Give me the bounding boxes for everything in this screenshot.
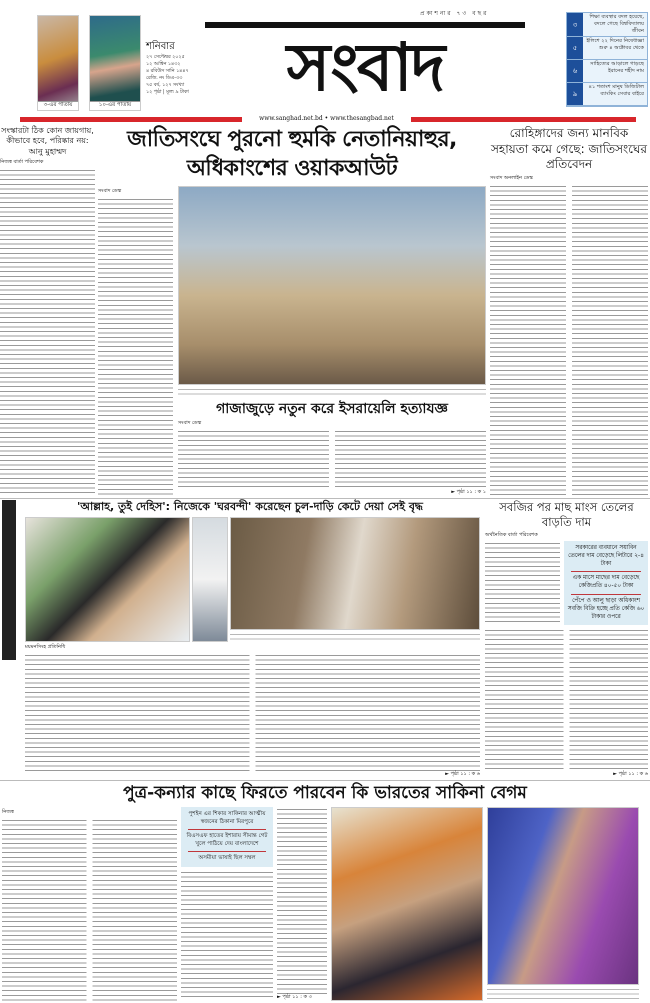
elder-body <box>25 653 480 771</box>
website-url[interactable]: www.sanghad.net.bd • www.thesangbad.net <box>259 115 394 122</box>
prices-body-2 <box>485 628 648 771</box>
section-tab <box>2 500 16 660</box>
index-item[interactable] <box>567 60 647 83</box>
index-box <box>566 12 648 107</box>
date-gregorian: ২৭ সেপ্টেম্বর ২০২৫ <box>146 55 185 60</box>
rohingya-byline: সংবাদ অনলাইন ডেস্ক <box>490 174 533 181</box>
prices-continued[interactable]: ► পৃষ্ঠা ১১ : ক ৬ <box>613 771 648 777</box>
prices-story <box>485 500 648 778</box>
teaser-photo-1[interactable] <box>37 15 79 111</box>
teaser-label-2: ১০-এর পাতায় <box>90 101 140 110</box>
lead-headline-line1: জাতিসংঘে পুরনো হুমকি নেতানিয়াহুর, <box>127 127 457 152</box>
lead-body <box>98 197 173 496</box>
highlight: বিএসএফ হাতের ইশারায় সীমান্ত গেট খুলে পাঠিয়ে দেয় বাংলাদেশে <box>186 833 268 847</box>
highlight: সরকারের ব্যবধানে সয়াবিন তেলের দাম বেড়েছে লিটারে ২-৪ টাকা <box>568 544 644 567</box>
highlight: অসমীয়া ভাষাই ছিল সম্বল <box>198 855 256 862</box>
lead-photo[interactable] <box>178 186 486 385</box>
sakina-photo-2[interactable] <box>487 807 639 985</box>
elder-photo-1[interactable] <box>25 517 190 642</box>
sakina-byline: নিজস্ব <box>2 809 14 816</box>
teaser-label-1: ৩-এর পাতায় <box>38 101 78 110</box>
sakina-highlight-box <box>181 807 273 867</box>
date-hijri: ৪ রবিউস সানি ১৪৪৭ <box>146 68 189 74</box>
gaza-byline: সংবাদ ডেস্ক <box>178 420 202 426</box>
index-page: ৩ <box>567 13 583 36</box>
day: শনিবার <box>146 41 175 52</box>
rohingya-headline[interactable]: রোহিঙ্গাদের জন্য মানবিক সহায়তা কমে গেছে: জাতিসংঘের প্রতিবেদন <box>490 126 648 172</box>
sakina-story <box>0 782 650 1001</box>
left-story-headline[interactable]: সংস্কারটা ঠিক কোন জায়গায়, কীভাবে হবে, পরিষ্কার নয়: আনু মুহাম্মদ <box>1 126 94 156</box>
rohingya-story <box>490 126 648 496</box>
lead-headline-line2: অধিকাংশের ওয়াকআউট <box>186 155 398 181</box>
gaza-headline[interactable]: গাজাজুড়ে নতুন করে ইসরায়েলি হত্যাযজ্ঞ <box>216 400 448 417</box>
elder-photo-3[interactable] <box>230 517 480 630</box>
gaza-continued[interactable]: ► পৃষ্ঠা ১১ : ক ১ <box>451 489 486 495</box>
price: ১২ পৃষ্ঠা | মূল্য ৯ টাকা <box>146 89 189 95</box>
sakina-headline[interactable]: পুত্র-কন্যার কাছে ফিরতে পারবেন কি ভারতের সাকিনা বেগম <box>123 783 527 803</box>
registration: রেজি. নং ডিএ-৩৩ <box>146 75 183 81</box>
index-item[interactable] <box>567 83 647 106</box>
index-page: ৫ <box>567 37 583 59</box>
teaser-photo-2[interactable] <box>89 15 141 111</box>
index-text: সাহিত্যের আড়ালে গাড়ছে ইরানের শহীদ নাম <box>583 60 647 82</box>
elder-photo-caption <box>230 632 480 642</box>
prices-byline: অর্থনৈতিক বার্তা পরিবেশক <box>485 531 538 538</box>
sakina-photo-1[interactable] <box>331 807 483 1001</box>
highlight: এক মাসে মাছের দাম বেড়েছে কেজিপ্রতি ৪০-৫০ টাকা <box>572 575 640 590</box>
sakina-continued[interactable]: ► পৃষ্ঠা ১১ : ক ৩ <box>277 994 312 1000</box>
lead-story <box>98 126 486 496</box>
elder-photo-2[interactable] <box>192 517 228 642</box>
elder-story <box>20 500 480 778</box>
elder-continued[interactable]: ► পৃষ্ঠা ১১ : ক ৬ <box>445 771 480 777</box>
sakina-body <box>2 818 177 1001</box>
elder-byline: ময়মনসিংহ প্রতিনিধি <box>25 644 66 651</box>
index-text: শিক্ষা ব্যবস্থার বদল হয়েছে, বদলে গেছে বিশ্ববিদ্যালয় জীবন <box>583 13 647 36</box>
prices-headline[interactable]: সবজির পর মাছ মাংস তেলের বাড়তি দাম <box>499 500 634 529</box>
lead-byline: সংবাদ ডেস্ক <box>98 188 122 195</box>
sakina-photo-caption <box>487 987 639 1001</box>
divider <box>0 780 650 781</box>
elder-headline[interactable]: 'আল্লাহ, তুই দেহিস': নিজেকে 'ঘরবন্দী' করেছেন চুল-দাড়ি কেটে দেয়া সেই বৃদ্ধ <box>76 500 424 513</box>
lead-photo-caption <box>178 387 486 397</box>
index-text: ৪১ শতাংশ মানুষ ডিজিটাল ব্যাংকিং সেবার বাইরে <box>583 83 647 105</box>
index-text: ইলিশে ২২ দিনের নিষেধাজ্ঞা শুরু ৪ অক্টোবর থেকে <box>583 37 647 59</box>
gaza-body <box>178 429 486 489</box>
prices-highlight-box <box>564 541 648 626</box>
sakina-body-3 <box>277 807 327 994</box>
left-story-byline: নিজস্ব বার্তা পরিবেশক <box>0 159 44 166</box>
tagline: প্রকাশনার ৭৩ বছর <box>420 10 489 17</box>
left-story <box>0 126 95 496</box>
index-page: ৬ <box>567 60 583 82</box>
red-rule-left <box>20 117 242 122</box>
prices-body <box>485 541 560 626</box>
index-item[interactable] <box>567 37 647 60</box>
issue: ৭৫ বর্ষ, ১২৭ সংখ্যা <box>146 82 185 88</box>
index-item[interactable] <box>567 13 647 37</box>
masthead-logo[interactable]: সংবাদ <box>205 22 525 112</box>
highlight: পেঁপে ও আলু ছাড়া অধিকাংশ সবজি বিক্রি হচ্ছে প্রতি কেজি ৬০ টাকার ওপরে <box>567 597 645 620</box>
divider <box>0 498 650 499</box>
rohingya-body <box>490 184 648 496</box>
left-story-body <box>0 168 95 496</box>
date-block <box>146 40 202 97</box>
date-bengali: ১২ আশ্বিন ১৪৩২ <box>146 61 181 67</box>
sakina-body-2 <box>181 870 273 1001</box>
highlight: পুশইন এর শিকার সাকিনার আত্মীয় স্বজনের ঠিকানা মিরপুরে <box>188 811 266 825</box>
lead-headline[interactable] <box>98 126 486 183</box>
index-page: ৯ <box>567 83 583 105</box>
red-rule-right <box>411 117 636 122</box>
